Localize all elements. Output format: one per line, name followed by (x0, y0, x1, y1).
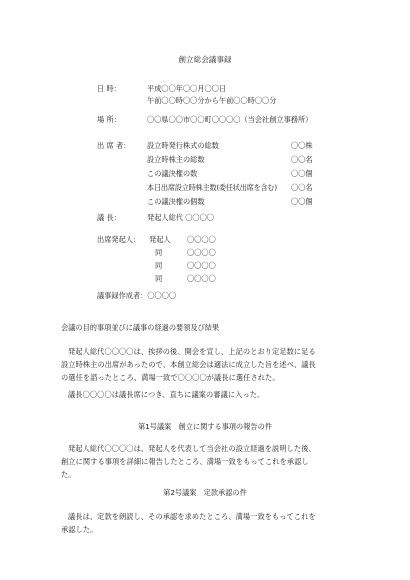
promoter-role: 同 (155, 248, 163, 257)
promoter-role: 発起人 (149, 235, 171, 244)
promoter-name: 〇〇〇〇 (187, 274, 216, 283)
agenda-2-title: 第2号議案 定款承認の件 (163, 488, 247, 497)
attendee-item: 本日出席設立時株主数(委任状出席を含む) (147, 183, 277, 192)
place-label: 場 所： (97, 115, 121, 124)
document-title: 創立総会議事録 (178, 55, 232, 64)
promoter-role: 同 (155, 261, 163, 270)
datetime-line-1: 平成〇〇年〇〇月〇〇日 (147, 84, 227, 93)
chair-label: 議 長： (97, 213, 121, 222)
attendee-value: 〇〇名 (291, 155, 313, 164)
attendee-item: 設立時発行株式の総数 (147, 141, 219, 150)
attendee-value: 〇〇個 (291, 197, 313, 206)
datetime-line-2: 午前〇〇時〇〇分から午前〇〇時〇〇分 (147, 96, 277, 105)
attendees-label: 出 席 者： (97, 141, 131, 150)
attendee-item: 設立時株主の総数 (147, 155, 205, 164)
attendee-item: この議決権の個数 (147, 197, 205, 206)
promoter-name: 〇〇〇〇 (187, 261, 216, 270)
paragraph-opening: 発起人総代〇〇〇〇は、挨拶の後、開会を宣し、上記のとおり定足数に足る設立時株主の出席があったので、本創立総会は適法に成立した旨を述べ、議長の選任を諮ったところ、満場一致で〇〇〇〇が議長に選任された。 (61, 347, 316, 382)
paragraph-agenda-2: 議長は、定款を朗読し、その承認を求めたところ、満場一致をもってこれを承認した。 (61, 512, 316, 534)
promoter-role: 同 (155, 274, 163, 283)
promoter-name: 〇〇〇〇 (187, 235, 216, 244)
chair-value: 発起人総代 〇〇〇〇 (147, 213, 214, 222)
attendee-value: 〇〇個 (291, 169, 313, 178)
attendee-item: この議決権の数 (147, 169, 198, 178)
place-value: 〇〇県〇〇市〇〇町〇〇〇〇（当会社創立事務所） (147, 115, 313, 124)
attendee-value: 〇〇株 (291, 141, 313, 150)
paragraph-agenda-1: 発起人総代〇〇〇〇は、発起人を代表して当会社の設立経過を説明した後、創立に関する事項を詳細に報告したところ、満場一致をもってこれを承認した。 (61, 444, 316, 479)
paragraph-chair-seated: 議長〇〇〇〇は議長席につき、直ちに議案の審議に入った。 (68, 390, 265, 399)
attendee-value: 〇〇名 (291, 183, 313, 192)
minutes-author: 議事録作成者：〇〇〇〇 (97, 291, 177, 300)
promoter-name: 〇〇〇〇 (187, 248, 216, 257)
promoters-label: 出席発起人： (97, 235, 141, 244)
datetime-label: 日 時： (97, 84, 121, 93)
agenda-1-title: 第1号議案 創立に関する事項の報告の件 (138, 422, 272, 431)
section-intro-heading: 会議の目的事項並びに議事の経過の要領及び結果 (61, 323, 220, 332)
